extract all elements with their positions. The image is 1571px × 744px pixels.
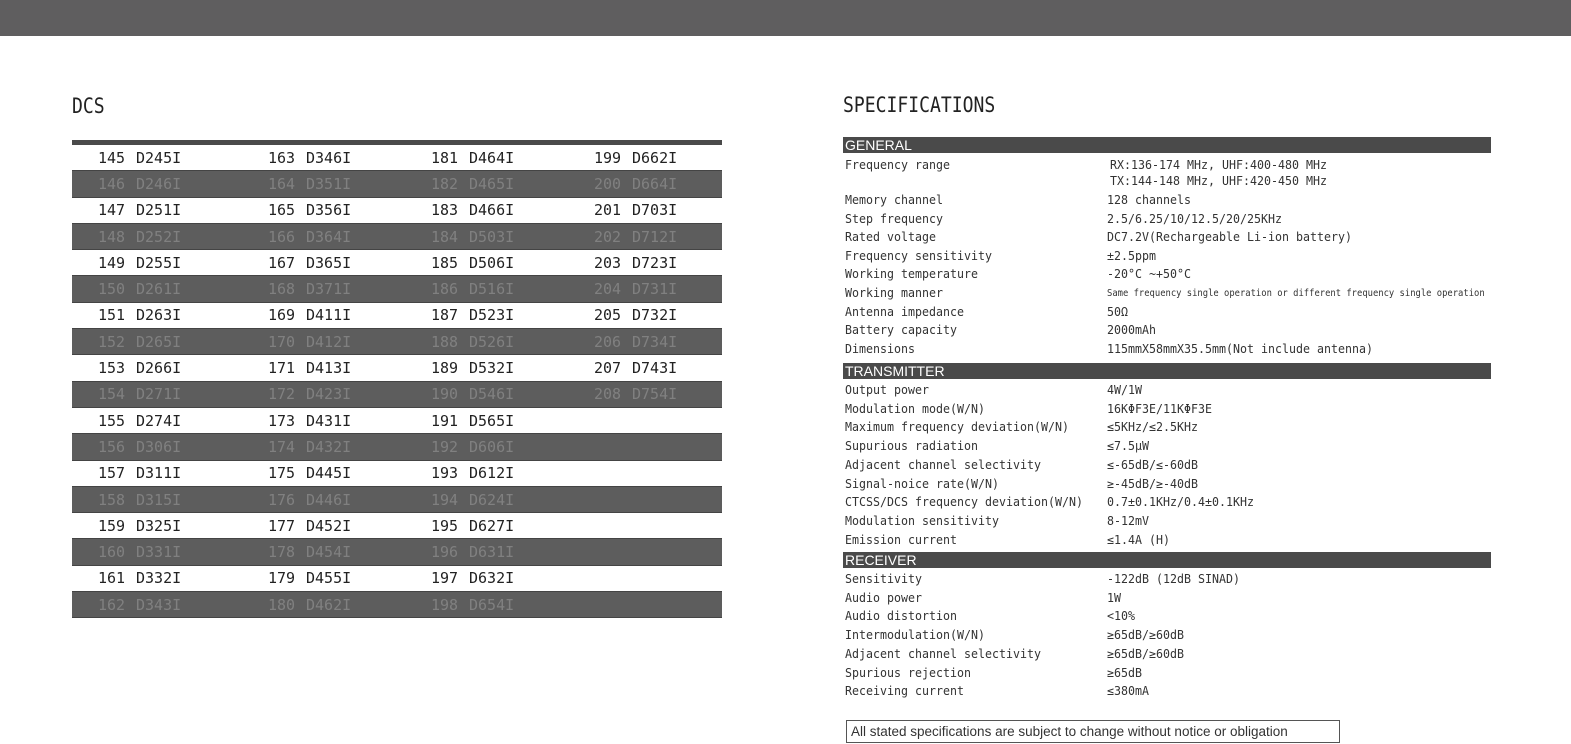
dcs-cell — [98, 461, 181, 486]
spec-label: Supurious radiation — [845, 438, 978, 454]
spec-value: 0.7±0.1KHz/0.4±0.1KHz — [1107, 494, 1254, 510]
specifications-disclaimer: All stated specifications are subject to change without notice or obligation — [846, 720, 1340, 743]
dcs-number: 145 — [98, 148, 126, 167]
spec-row — [845, 304, 1491, 323]
spec-value: ≤380mA — [1107, 683, 1149, 699]
table-row — [72, 592, 722, 618]
dcs-title: DCS — [72, 94, 105, 118]
dcs-code: D255I — [136, 253, 182, 272]
dcs-cell — [594, 382, 677, 407]
top-bar — [0, 0, 1571, 36]
dcs-code: D343I — [136, 595, 182, 614]
dcs-code: D265I — [136, 332, 182, 351]
dcs-cell — [98, 224, 181, 249]
spec-row — [845, 646, 1491, 665]
spec-label: Audio distortion — [845, 608, 957, 624]
spec-label: Rated voltage — [845, 229, 936, 245]
dcs-number: 156 — [98, 437, 126, 456]
table-row — [72, 487, 722, 513]
spec-row — [845, 665, 1491, 684]
dcs-number: 158 — [98, 490, 126, 509]
dcs-cell — [431, 566, 514, 591]
spec-value: ≤5KHz/≤2.5KHz — [1107, 419, 1198, 435]
spec-label: Output power — [845, 382, 929, 397]
dcs-cell — [594, 276, 677, 301]
dcs-code: D261I — [136, 280, 182, 299]
dcs-cell — [431, 487, 514, 512]
spec-row — [845, 513, 1491, 532]
dcs-cell — [268, 487, 351, 512]
spec-value: DC7.2V(Rechargeable Li-ion battery) — [1107, 229, 1352, 245]
spec-row — [845, 476, 1491, 495]
dcs-cell — [98, 408, 181, 433]
dcs-number: 163 — [268, 148, 296, 167]
dcs-code: D332I — [136, 569, 182, 588]
dcs-number: 147 — [98, 201, 126, 220]
dcs-number: 167 — [268, 253, 296, 272]
dcs-number: 170 — [268, 332, 296, 351]
spec-label: CTCSS/DCS frequency deviation(W/N) — [845, 494, 1083, 510]
spec-row — [845, 419, 1491, 438]
spec-value: ≥65dB — [1107, 664, 1143, 680]
spec-row — [845, 382, 1491, 401]
dcs-number: 205 — [594, 306, 622, 325]
dcs-cell — [431, 539, 514, 564]
dcs-number: 194 — [431, 490, 459, 509]
spec-value: ≥65dB/≥60dB — [1107, 627, 1185, 643]
table-row — [72, 461, 722, 487]
spec-value: -20°C ~+50°C — [1107, 266, 1191, 282]
dcs-code: D664I — [632, 174, 678, 193]
spec-value: 16KΦF3E/11KΦF3E — [1107, 400, 1212, 416]
dcs-cell — [268, 513, 351, 538]
dcs-cell — [594, 145, 677, 170]
spec-row — [845, 608, 1491, 627]
dcs-cell — [268, 303, 351, 328]
spec-row — [845, 438, 1491, 457]
spec-label: Step frequency — [845, 210, 943, 226]
spec-row — [845, 322, 1491, 341]
dcs-number: 190 — [431, 385, 459, 404]
spec-label: Spurious rejection — [845, 664, 971, 680]
spec-value: ≤-65dB/≤-60dB — [1107, 456, 1198, 472]
dcs-code: D245I — [136, 148, 182, 167]
dcs-code: D627I — [469, 516, 515, 535]
spec-label: Emission current — [845, 531, 957, 547]
dcs-cell — [431, 303, 514, 328]
dcs-cell — [431, 276, 514, 301]
dcs-cell — [268, 355, 351, 380]
dcs-number: 161 — [98, 569, 126, 588]
dcs-code: D274I — [136, 411, 182, 430]
dcs-code: D455I — [306, 569, 352, 588]
dcs-code-table — [72, 140, 722, 618]
dcs-cell — [98, 355, 181, 380]
dcs-cell — [431, 434, 514, 459]
table-row — [72, 224, 722, 250]
spec-row — [845, 683, 1491, 702]
dcs-cell — [431, 145, 514, 170]
dcs-number: 204 — [594, 280, 622, 299]
dcs-code: D703I — [632, 201, 678, 220]
dcs-code: D431I — [306, 411, 352, 430]
spec-value: 128 channels — [1107, 192, 1191, 207]
spec-label: Modulation mode(W/N) — [845, 400, 985, 416]
spec-value: 4W/1W — [1107, 382, 1143, 397]
dcs-cell — [431, 513, 514, 538]
dcs-code: D464I — [469, 148, 515, 167]
table-row — [72, 145, 722, 171]
dcs-number: 191 — [431, 411, 459, 430]
spec-label: Intermodulation(W/N) — [845, 627, 985, 643]
dcs-code: D754I — [632, 385, 678, 404]
dcs-number: 185 — [431, 253, 459, 272]
dcs-number: 207 — [594, 359, 622, 378]
spec-value: ≤1.4A (H) — [1107, 531, 1170, 547]
dcs-number: 173 — [268, 411, 296, 430]
dcs-code: D356I — [306, 201, 352, 220]
spec-row — [845, 457, 1491, 476]
dcs-cell — [98, 382, 181, 407]
dcs-number: 181 — [431, 148, 459, 167]
dcs-code: D346I — [306, 148, 352, 167]
dcs-cell — [431, 592, 514, 617]
dcs-cell — [268, 539, 351, 564]
dcs-number: 180 — [268, 595, 296, 614]
dcs-cell — [268, 198, 351, 223]
dcs-code: D311I — [136, 464, 182, 483]
dcs-number: 201 — [594, 201, 622, 220]
dcs-code: D612I — [469, 464, 515, 483]
dcs-number: 155 — [98, 411, 126, 430]
dcs-code: D266I — [136, 359, 182, 378]
dcs-cell — [268, 224, 351, 249]
dcs-cell — [594, 329, 677, 354]
spec-value: RX:136-174 MHz, UHF:400-480 MHz — [1110, 157, 1327, 172]
dcs-number: 203 — [594, 253, 622, 272]
table-row — [72, 276, 722, 302]
dcs-cell — [98, 513, 181, 538]
dcs-cell — [431, 250, 514, 275]
dcs-code: D271I — [136, 385, 182, 404]
spec-value: 115mmX58mmX35.5mm(Not include antenna) — [1107, 340, 1373, 356]
dcs-code: D734I — [632, 332, 678, 351]
table-row — [72, 329, 722, 355]
dcs-number: 188 — [431, 332, 459, 351]
dcs-code: D371I — [306, 280, 352, 299]
dcs-cell — [98, 592, 181, 617]
dcs-number: 160 — [98, 543, 126, 562]
dcs-code: D454I — [306, 543, 352, 562]
dcs-cell — [431, 461, 514, 486]
dcs-number: 202 — [594, 227, 622, 246]
dcs-cell — [98, 250, 181, 275]
table-row — [72, 566, 722, 592]
dcs-code: D516I — [469, 280, 515, 299]
spec-value: <10% — [1107, 608, 1136, 624]
dcs-code: D526I — [469, 332, 515, 351]
dcs-number: 154 — [98, 385, 126, 404]
dcs-cell — [431, 355, 514, 380]
table-row — [72, 539, 722, 565]
specifications-title: SPECIFICATIONS — [843, 93, 996, 117]
dcs-cell — [431, 224, 514, 249]
dcs-code: D662I — [632, 148, 678, 167]
dcs-cell — [268, 408, 351, 433]
dcs-number: 149 — [98, 253, 126, 272]
spec-value: ≤7.5μW — [1107, 438, 1149, 454]
spec-row-frequency-range — [845, 157, 1491, 191]
dcs-code: D743I — [632, 359, 678, 378]
spec-value: 2.5/6.25/10/12.5/20/25KHz — [1107, 210, 1282, 226]
dcs-number: 162 — [98, 595, 126, 614]
spec-label: Signal-noice rate(W/N) — [845, 475, 999, 491]
dcs-cell — [268, 461, 351, 486]
dcs-code: D632I — [469, 569, 515, 588]
dcs-code: D624I — [469, 490, 515, 509]
dcs-code: D546I — [469, 385, 515, 404]
dcs-code: D654I — [469, 595, 515, 614]
dcs-number: 198 — [431, 595, 459, 614]
dcs-number: 187 — [431, 306, 459, 325]
spec-row — [845, 266, 1491, 285]
dcs-number: 186 — [431, 280, 459, 299]
dcs-number: 183 — [431, 201, 459, 220]
spec-row — [845, 571, 1491, 590]
dcs-number: 195 — [431, 516, 459, 535]
dcs-code: D565I — [469, 411, 515, 430]
dcs-code: D412I — [306, 332, 352, 351]
table-row — [72, 382, 722, 408]
spec-label: Maximum frequency deviation(W/N) — [845, 419, 1069, 435]
spec-row — [845, 229, 1491, 248]
dcs-code: D315I — [136, 490, 182, 509]
dcs-cell — [594, 198, 677, 223]
dcs-code: D306I — [136, 437, 182, 456]
spec-label: Antenna impedance — [845, 303, 964, 319]
spec-row — [845, 192, 1491, 211]
dcs-cell — [98, 276, 181, 301]
dcs-number: 174 — [268, 437, 296, 456]
dcs-number: 171 — [268, 359, 296, 378]
spec-label: Memory channel — [845, 192, 943, 207]
dcs-cell — [594, 355, 677, 380]
dcs-code: D432I — [306, 437, 352, 456]
dcs-cell — [594, 250, 677, 275]
spec-label: Adjacent channel selectivity — [845, 645, 1041, 661]
dcs-number: 157 — [98, 464, 126, 483]
dcs-number: 166 — [268, 227, 296, 246]
dcs-code: D465I — [469, 174, 515, 193]
dcs-code: D351I — [306, 174, 352, 193]
table-row — [72, 513, 722, 539]
spec-label: Audio power — [845, 589, 923, 605]
spec-row — [845, 401, 1491, 420]
dcs-number: 200 — [594, 174, 622, 193]
dcs-number: 192 — [431, 437, 459, 456]
dcs-cell — [98, 566, 181, 591]
spec-value: TX:144-148 MHz, UHF:420-450 MHz — [1110, 173, 1327, 188]
dcs-number: 196 — [431, 543, 459, 562]
dcs-number: 148 — [98, 227, 126, 246]
spec-value: 8-12mV — [1107, 512, 1149, 528]
dcs-number: 177 — [268, 516, 296, 535]
dcs-cell — [268, 276, 351, 301]
dcs-number: 150 — [98, 280, 126, 299]
dcs-number: 153 — [98, 359, 126, 378]
spec-value: ≥65dB/≥60dB — [1107, 645, 1185, 661]
dcs-number: 146 — [98, 174, 126, 193]
dcs-code: D365I — [306, 253, 352, 272]
dcs-cell — [98, 487, 181, 512]
dcs-code: D523I — [469, 306, 515, 325]
dcs-number: 182 — [431, 174, 459, 193]
dcs-number: 151 — [98, 306, 126, 325]
dcs-cell — [594, 224, 677, 249]
dcs-cell — [98, 171, 181, 196]
dcs-code: D331I — [136, 543, 182, 562]
dcs-cell — [98, 434, 181, 459]
dcs-number: 199 — [594, 148, 622, 167]
spec-row — [845, 341, 1491, 360]
table-row — [72, 303, 722, 329]
dcs-number: 168 — [268, 280, 296, 299]
dcs-number: 184 — [431, 227, 459, 246]
dcs-number: 208 — [594, 385, 622, 404]
dcs-code: D503I — [469, 227, 515, 246]
dcs-number: 189 — [431, 359, 459, 378]
dcs-code: D413I — [306, 359, 352, 378]
spec-row — [845, 627, 1491, 646]
dcs-cell — [431, 171, 514, 196]
spec-row — [845, 590, 1491, 609]
dcs-number: 159 — [98, 516, 126, 535]
dcs-cell — [268, 566, 351, 591]
dcs-cell — [268, 250, 351, 275]
dcs-number: 172 — [268, 385, 296, 404]
spec-label: Frequency sensitivity — [845, 247, 992, 263]
dcs-cell — [98, 198, 181, 223]
dcs-cell — [268, 329, 351, 354]
table-row — [72, 355, 722, 381]
table-row — [72, 408, 722, 434]
dcs-code: D246I — [136, 174, 182, 193]
spec-row — [845, 211, 1491, 230]
dcs-code: D731I — [632, 280, 678, 299]
dcs-cell — [431, 382, 514, 407]
dcs-number: 176 — [268, 490, 296, 509]
dcs-number: 179 — [268, 569, 296, 588]
table-row — [72, 171, 722, 197]
dcs-code: D263I — [136, 306, 182, 325]
dcs-number: 193 — [431, 464, 459, 483]
table-row — [72, 198, 722, 224]
dcs-cell — [268, 145, 351, 170]
dcs-number: 178 — [268, 543, 296, 562]
dcs-number: 164 — [268, 174, 296, 193]
dcs-code: D462I — [306, 595, 352, 614]
dcs-code: D325I — [136, 516, 182, 535]
dcs-code: D466I — [469, 201, 515, 220]
spec-value: ≥-45dB/≥-40dB — [1107, 475, 1198, 491]
spec-value: 2000mAh — [1107, 322, 1156, 338]
dcs-code: D251I — [136, 201, 182, 220]
dcs-code: D446I — [306, 490, 352, 509]
dcs-code: D506I — [469, 253, 515, 272]
dcs-cell — [98, 329, 181, 354]
dcs-code: D445I — [306, 464, 352, 483]
dcs-cell — [98, 145, 181, 170]
dcs-code: D606I — [469, 437, 515, 456]
dcs-cell — [98, 539, 181, 564]
dcs-cell — [431, 198, 514, 223]
dcs-number: 169 — [268, 306, 296, 325]
spec-label: Working temperature — [845, 266, 978, 282]
dcs-cell — [98, 303, 181, 328]
spec-label: Modulation sensitivity — [845, 512, 999, 528]
dcs-code: D252I — [136, 227, 182, 246]
spec-value: 50Ω — [1107, 303, 1128, 319]
dcs-code: D732I — [632, 306, 678, 325]
dcs-code: D723I — [632, 253, 678, 272]
spec-label: Dimensions — [845, 340, 915, 356]
spec-row — [845, 285, 1491, 304]
dcs-code: D411I — [306, 306, 352, 325]
spec-row — [845, 532, 1491, 551]
dcs-cell — [431, 329, 514, 354]
dcs-code: D712I — [632, 227, 678, 246]
transmitter-section-heading: TRANSMITTER — [843, 363, 1491, 379]
dcs-code: D423I — [306, 385, 352, 404]
dcs-number: 152 — [98, 332, 126, 351]
spec-label: Sensitivity — [845, 571, 923, 586]
spec-label: Adjacent channel selectivity — [845, 456, 1041, 472]
dcs-cell — [431, 408, 514, 433]
table-row — [72, 250, 722, 276]
spec-label: Receiving current — [845, 683, 964, 699]
dcs-number: 165 — [268, 201, 296, 220]
dcs-number: 197 — [431, 569, 459, 588]
spec-row — [845, 494, 1491, 513]
dcs-cell — [268, 434, 351, 459]
dcs-cell — [594, 303, 677, 328]
dcs-number: 175 — [268, 464, 296, 483]
spec-value: ±2.5ppm — [1107, 247, 1156, 263]
spec-row — [845, 248, 1491, 267]
table-row — [72, 434, 722, 460]
general-section-heading: GENERAL — [843, 137, 1491, 153]
dcs-code: D452I — [306, 516, 352, 535]
spec-value: -122dB (12dB SINAD) — [1107, 571, 1240, 586]
dcs-cell — [268, 592, 351, 617]
dcs-code: D532I — [469, 359, 515, 378]
dcs-code: D631I — [469, 543, 515, 562]
receiver-section-heading: RECEIVER — [843, 552, 1491, 568]
spec-label: Battery capacity — [845, 322, 957, 338]
dcs-cell — [594, 171, 677, 196]
dcs-cell — [268, 382, 351, 407]
spec-label: Frequency range — [845, 157, 950, 172]
spec-value: 1W — [1107, 589, 1122, 605]
dcs-cell — [268, 171, 351, 196]
dcs-code: D364I — [306, 227, 352, 246]
dcs-number: 206 — [594, 332, 622, 351]
spec-label: Working manner — [845, 285, 943, 300]
spec-value: Same frequency single operation or different frequency single operation — [1107, 288, 1485, 299]
